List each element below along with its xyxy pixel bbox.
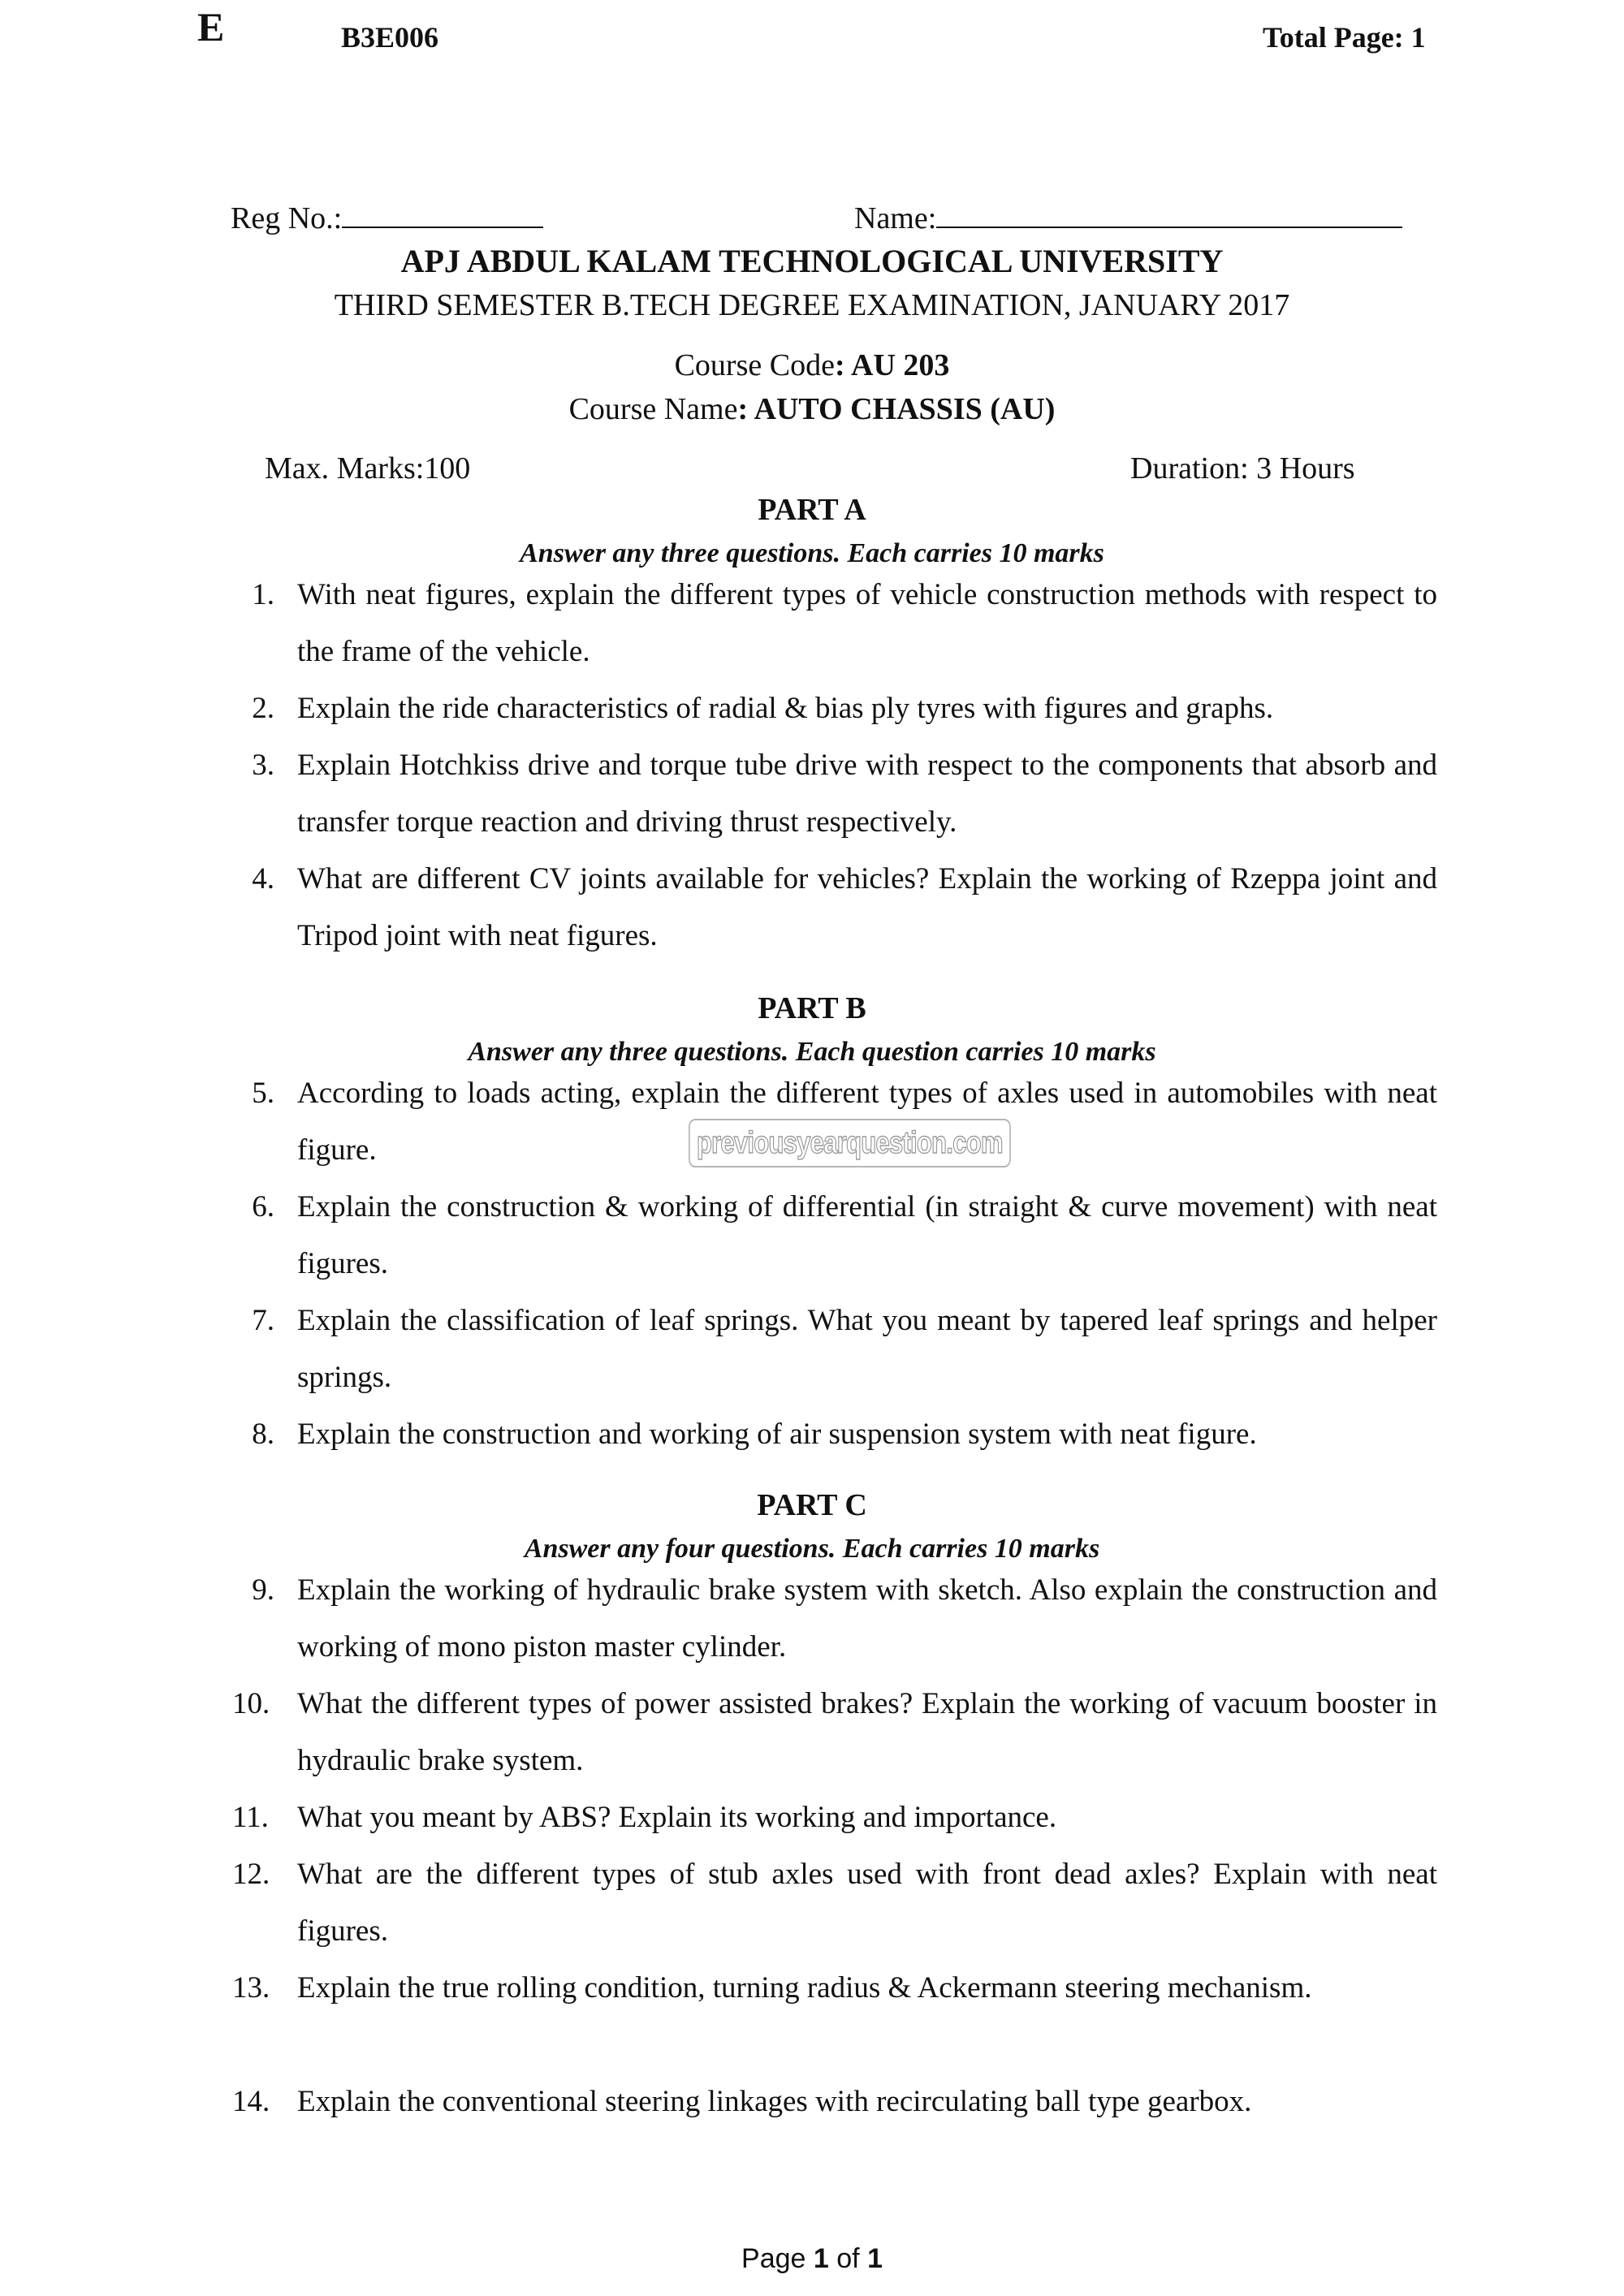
question-9 — [235, 1562, 1437, 1676]
question-text: Explain the construction and working of air suspension system with neat figure. — [297, 1418, 1257, 1451]
page-footer — [0, 2241, 1624, 2277]
watermark-logo: previousyearquestion.com — [689, 1119, 1011, 1167]
question-12 — [232, 1846, 1437, 1960]
question-text: Explain the classification of leaf springs. What you meant by tapered leaf springs and helper springs. — [297, 1304, 1437, 1394]
question-number: 1. — [252, 578, 274, 611]
part-b-title: PART B — [758, 991, 866, 1025]
course-code — [0, 346, 1624, 385]
question-8 — [235, 1406, 1437, 1463]
question-4 — [235, 851, 1437, 965]
question-7 — [235, 1293, 1437, 1406]
question-number: 8. — [252, 1418, 274, 1451]
question-number: 4. — [252, 862, 274, 896]
name-field — [854, 199, 1402, 238]
question-number: 7. — [252, 1304, 274, 1337]
max-marks: Max. Marks:100 — [265, 451, 471, 486]
university-name: APJ ABDUL KALAM TECHNOLOGICAL UNIVERSITY — [400, 243, 1224, 279]
question-number: 10. — [232, 1687, 270, 1720]
question-text: What are different CV joints available for vehicles? Explain the working of Rzeppa joint and Tripod joint with neat figures. — [297, 862, 1437, 952]
reg-no-label: Reg No.: — [231, 201, 343, 235]
question-number: 9. — [252, 1573, 274, 1607]
question-number: 2. — [252, 692, 274, 725]
reg-no-field — [231, 199, 543, 238]
name-label: Name: — [854, 201, 937, 235]
question-number: 13. — [232, 1971, 270, 2005]
question-text: Explain the conventional steering linkages with recirculating ball type gearbox. — [297, 2085, 1252, 2118]
question-text: Explain the true rolling condition, turning radius & Ackermann steering mechanism. — [297, 1971, 1312, 2005]
course-name — [0, 390, 1624, 429]
part-a-title: PART A — [758, 493, 866, 527]
question-text: Explain the ride characteristics of radial & bias ply tyres with figures and graphs. — [297, 692, 1274, 725]
paper-code: B3E006 — [341, 21, 439, 54]
question-number: 12. — [232, 1858, 270, 1891]
page-word: Page — [741, 2243, 806, 2274]
course-name-label: Course Name — [568, 392, 738, 426]
question-1 — [235, 567, 1437, 680]
part-c-instruction: Answer any four questions. Each carries 10 marks — [524, 1534, 1100, 1564]
question-text: What are the different types of stub axles used with front dead axles? Explain with neat figures. — [297, 1858, 1437, 1948]
question-number: 14. — [232, 2085, 270, 2118]
question-6 — [235, 1179, 1437, 1293]
question-14 — [232, 2074, 1437, 2130]
course-name-value: : AUTO CHASSIS (AU) — [737, 392, 1056, 426]
current-page-number: 1 — [813, 2243, 829, 2274]
course-code-label: Course Code — [674, 348, 835, 382]
of-word: of — [836, 2243, 860, 2274]
name-blank — [936, 201, 1402, 228]
duration: Duration: 3 Hours — [1130, 451, 1355, 486]
set-letter: E — [197, 4, 225, 50]
question-text: Explain the construction & working of differential (in straight & curve movement) with neat figures. — [297, 1190, 1437, 1280]
part-c-title: PART C — [757, 1488, 867, 1522]
question-number: 5. — [252, 1077, 274, 1110]
question-text: Explain Hotchkiss drive and torque tube drive with respect to the components that absorb and transfer torque reaction and driving thrust respectively. — [297, 749, 1437, 839]
reg-no-blank — [342, 201, 543, 228]
exam-title: THIRD SEMESTER B.TECH DEGREE EXAMINATION, JANUARY 2017 — [334, 288, 1290, 322]
part-b-instruction: Answer any three questions. Each question carries 10 marks — [468, 1037, 1156, 1067]
question-text: With neat figures, explain the different types of vehicle construction methods with respect to the frame of the vehicle. — [297, 578, 1437, 668]
question-3 — [235, 737, 1437, 851]
part-a-instruction: Answer any three questions. Each carries 10 marks — [520, 538, 1104, 568]
question-text: According to loads acting, explain the different types of axles used in automobiles with neat figure. — [297, 1077, 1437, 1167]
question-10 — [232, 1676, 1437, 1789]
question-number: 6. — [252, 1190, 274, 1224]
question-2 — [235, 680, 1437, 737]
question-13 — [232, 1960, 1437, 2017]
course-code-value: : AU 203 — [834, 348, 950, 382]
question-number: 11. — [232, 1801, 269, 1834]
total-page: Total Page: 1 — [1263, 21, 1426, 54]
question-11 — [232, 1789, 1437, 1846]
question-number: 3. — [252, 749, 274, 782]
question-text: What the different types of power assisted brakes? Explain the working of vacuum booster in hydraulic brake system. — [297, 1687, 1437, 1777]
total-pages-number: 1 — [867, 2243, 883, 2274]
question-text: Explain the working of hydraulic brake system with sketch. Also explain the construction and working of mono piston master cylinder. — [297, 1573, 1437, 1664]
question-text: What you meant by ABS? Explain its working and importance. — [297, 1801, 1057, 1834]
